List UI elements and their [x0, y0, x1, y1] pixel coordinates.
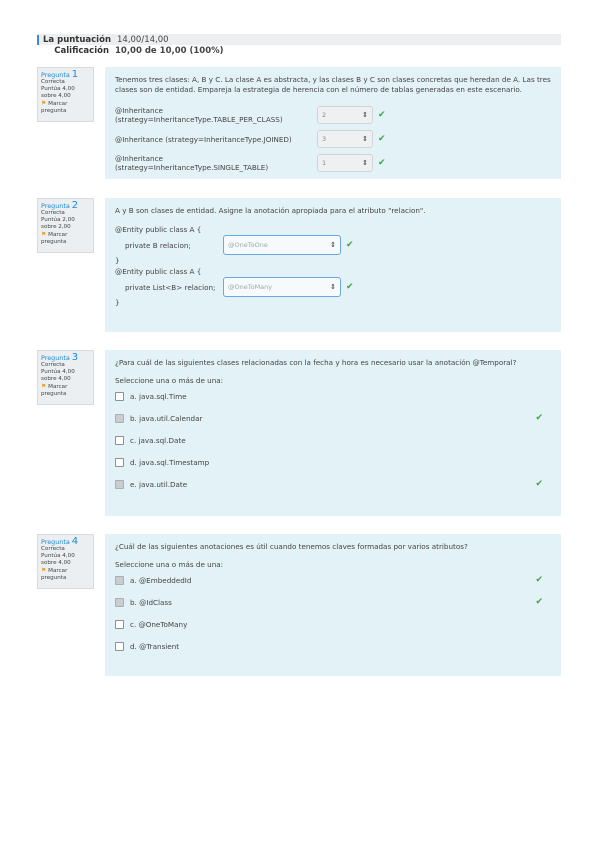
match-select[interactable]: 3 ⇕ — [317, 130, 373, 148]
question-score: Puntúa 4,00 sobre 4,00 — [41, 86, 75, 99]
checkbox[interactable] — [115, 392, 124, 401]
checkbox[interactable] — [115, 576, 124, 585]
check-icon: ✔ — [535, 575, 543, 585]
match-row — [115, 103, 551, 127]
answer-option[interactable] — [115, 451, 551, 473]
code-line: @Entity public class A { — [115, 225, 202, 234]
flag-question-link[interactable]: ⚑ Marcar pregunta — [41, 100, 68, 114]
answer-option[interactable] — [115, 635, 551, 657]
grade-value-main: 10,00 de 10,00 ( — [115, 45, 194, 56]
code-line-field — [115, 235, 551, 255]
flag-icon: ⚑ — [41, 567, 47, 574]
question-info-3 — [37, 350, 94, 405]
select-arrows-icon: ⇕ — [362, 135, 368, 143]
code-line: @Entity public class A { — [115, 267, 202, 276]
flag-question-link[interactable]: ⚑ Marcar pregunta — [41, 231, 68, 245]
match-row — [115, 127, 551, 151]
question-score: Puntúa 4,00 sobre 4,00 — [41, 369, 75, 382]
question-text: ¿Cuál de las siguientes anotaciones es útil cuando tenemos claves formadas por varios atributos? — [115, 542, 468, 551]
grade-label: Calificación — [54, 45, 109, 56]
checkbox[interactable] — [115, 642, 124, 651]
question-content-2 — [105, 198, 561, 332]
match-select[interactable]: 2 ⇕ — [317, 106, 373, 124]
flag-question-link[interactable]: ⚑ Marcar pregunta — [41, 383, 68, 397]
code-line-field — [115, 277, 551, 297]
question-number: Pregunta 2 — [41, 200, 79, 211]
grade-value — [115, 46, 224, 56]
option-label: d. java.sql.Timestamp — [130, 457, 210, 467]
answer-option[interactable] — [115, 473, 551, 495]
flag-question-link[interactable]: ⚑ Marcar pregunta — [41, 567, 68, 581]
question-status: Correcta — [41, 79, 65, 85]
match-statement: @Inheritance (strategy=InheritanceType.JOINED) — [115, 134, 292, 144]
flag-icon: ⚑ — [41, 231, 47, 238]
select-arrows-icon: ⇕ — [330, 240, 336, 249]
checkbox[interactable] — [115, 414, 124, 423]
answer-option[interactable] — [115, 569, 551, 591]
match-statement: @Inheritance (strategy=InheritanceType.SINGLE_TABLE) — [115, 154, 269, 172]
question-score: Puntúa 2,00 sobre 2,00 — [41, 217, 75, 230]
question-number: Pregunta 1 — [41, 69, 79, 80]
checkbox[interactable] — [115, 480, 124, 489]
answer-option[interactable] — [115, 591, 551, 613]
field-declaration: private List<B> relacion; — [125, 282, 216, 292]
grade-percent: 100% — [193, 45, 220, 56]
question-content-3 — [105, 350, 561, 516]
code-line: } — [115, 298, 120, 307]
annotation-select[interactable]: @OneToMany ⇕ — [223, 277, 341, 297]
check-icon: ✔ — [346, 239, 354, 250]
question-info-4 — [37, 534, 94, 589]
check-icon: ✔ — [378, 158, 386, 168]
check-icon: ✔ — [346, 281, 354, 292]
answer-prompt: Seleccione una o más de una: — [115, 376, 224, 385]
answer-option[interactable] — [115, 613, 551, 635]
option-label: b. java.util.Calendar — [130, 413, 203, 423]
question-status: Correcta — [41, 546, 65, 552]
score-label: La puntuación — [37, 35, 117, 45]
checkbox[interactable] — [115, 458, 124, 467]
question-number: Pregunta 4 — [41, 536, 79, 547]
check-icon: ✔ — [535, 479, 543, 489]
select-arrows-icon: ⇕ — [330, 282, 336, 291]
checkbox[interactable] — [115, 436, 124, 445]
checkbox[interactable] — [115, 598, 124, 607]
question-content-4 — [105, 534, 561, 676]
match-row — [115, 151, 551, 175]
answer-option[interactable] — [115, 407, 551, 429]
field-declaration: private B relacion; — [125, 240, 191, 250]
answer-option[interactable] — [115, 429, 551, 451]
attempt-summary — [37, 34, 561, 56]
check-icon: ✔ — [535, 597, 543, 607]
question-content-1 — [105, 67, 561, 179]
select-arrows-icon: ⇕ — [362, 111, 368, 119]
match-select[interactable]: 1 ⇕ — [317, 154, 373, 172]
option-label: a. @EmbeddedId — [130, 575, 192, 585]
summary-row-grade — [37, 45, 561, 56]
select-arrows-icon: ⇕ — [362, 159, 368, 167]
answer-prompt: Seleccione una o más de una: — [115, 560, 224, 569]
option-label: b. @IdClass — [130, 597, 172, 607]
question-text: Tenemos tres clases: A, B y C. La clase A es abstracta, y las clases B y C son clases concretas que heredan de A. Las tres clases son de entidad. Empareja la estrategia de herencia con el número de tablas generadas en este escenario. — [115, 75, 551, 94]
question-info-1 — [37, 67, 94, 122]
summary-row-score — [37, 34, 561, 45]
match-statement: @Inheritance (strategy=InheritanceType.TABLE_PER_CLASS) — [115, 106, 283, 124]
question-text: ¿Para cuál de las siguientes clases relacionadas con la fecha y hora es necesario usar la anotación @Temporal? — [115, 358, 517, 367]
annotation-select[interactable]: @OneToOne ⇕ — [223, 235, 341, 255]
grade-value-close: ) — [219, 45, 224, 56]
option-label: d. @Transient — [130, 641, 180, 651]
option-label: c. @OneToMany — [130, 619, 188, 629]
score-value: 14,00/14,00 — [117, 34, 169, 45]
option-label: e. java.util.Date — [130, 479, 188, 489]
question-status: Correcta — [41, 210, 65, 216]
check-icon: ✔ — [378, 110, 386, 120]
answer-option[interactable] — [115, 385, 551, 407]
check-icon: ✔ — [535, 413, 543, 423]
question-info-2 — [37, 198, 94, 253]
question-text: A y B son clases de entidad. Asigne la anotación apropiada para el atributo "relacion". — [115, 206, 426, 215]
code-block — [115, 224, 551, 308]
question-score: Puntúa 4,00 sobre 4,00 — [41, 553, 75, 566]
option-label: a. java.sql.Time — [130, 391, 187, 401]
flag-icon: ⚑ — [41, 383, 47, 390]
checkbox[interactable] — [115, 620, 124, 629]
question-number: Pregunta 3 — [41, 352, 79, 363]
question-status: Correcta — [41, 362, 65, 368]
check-icon: ✔ — [378, 134, 386, 144]
flag-icon: ⚑ — [41, 100, 47, 107]
code-line: } — [115, 256, 120, 265]
option-label: c. java.sql.Date — [130, 435, 186, 445]
